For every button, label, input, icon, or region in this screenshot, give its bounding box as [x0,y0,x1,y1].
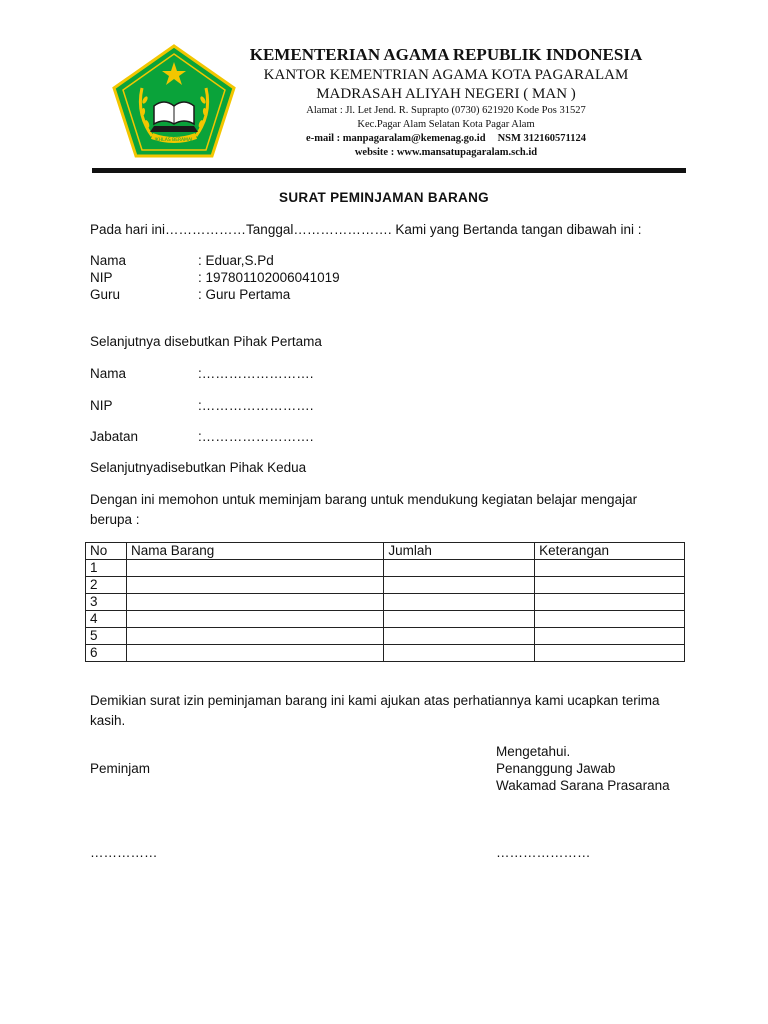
borrower-signature-line: …………… [90,845,158,860]
table-row [86,645,685,662]
row-keterangan [535,611,685,628]
intro-text: Pada hari ini………………Tanggal…………………. Kami yang Bertanda tangan dibawah ini : [90,222,642,237]
second-party-nip-value: :……………………. [198,398,314,413]
first-party-guru-value: : Guru Pertama [198,287,291,302]
responsible-label: Penanggung Jawab [496,761,616,776]
row-jumlah [384,645,535,662]
row-keterangan [535,645,685,662]
row-no: 4 [86,611,127,628]
school-website: website : www.mansatupagaralam.sch.id [354,147,538,158]
position-label: Wakamad Sarana Prasarana [496,778,670,793]
school-district: Kec.Pagar Alam Selatan Kota Pagar Alam [357,119,535,130]
second-party-note: Selanjutnyadisebutkan Pihak Kedua [90,460,307,475]
ministry-name: KEMENTERIAN AGAMA REPUBLIK INDONESIA [249,45,643,64]
row-no: 3 [86,594,127,611]
table-row [86,577,685,594]
school-address: Alamat : Jl. Let Jend. R. Suprapto (0730) 621920 Kode Pos 31527 [306,105,586,116]
row-jumlah [384,594,535,611]
items-table [85,542,685,662]
row-nama-barang [126,645,383,662]
school-name: MADRASAH ALIYAH NEGERI ( MAN ) [316,86,576,102]
row-nama-barang [126,611,383,628]
closing-line-1: Demikian surat izin peminjaman barang ini kami ajukan atas perhatiannya kami ucapkan terima [90,693,660,708]
letterhead [236,44,656,160]
row-nama-barang [126,628,383,645]
row-jumlah [384,560,535,577]
row-no: 1 [86,560,127,577]
row-no: 2 [86,577,127,594]
first-party-nip-value: : 197801102006041019 [198,270,340,285]
school-email: e-mail : manpagaralam@kemenag.go.id [306,133,486,144]
header-keterangan: Keterangan [535,543,685,560]
first-party-guru-label: Guru [90,287,121,302]
table-row [86,560,685,577]
second-party-jabatan-label: Jabatan [90,429,139,444]
table-row [86,611,685,628]
row-nama-barang [126,560,383,577]
kemenag-logo [112,44,236,158]
school-nsm: NSM 312160571124 [497,133,586,144]
responsible-signature-line: ………………… [496,845,591,860]
office-name: KANTOR KEMENTRIAN AGAMA KOTA PAGARALAM [263,67,629,83]
row-jumlah [384,628,535,645]
table-row [86,628,685,645]
request-line-2: berupa : [90,512,140,527]
row-jumlah [384,577,535,594]
request-line-1: Dengan ini memohon untuk meminjam barang untuk mendukung kegiatan belajar mengajar [90,492,638,507]
first-party-note: Selanjutnya disebutkan Pihak Pertama [90,334,322,349]
second-party-nip-label: NIP [90,398,113,413]
header-divider [92,168,686,173]
first-party-name-label: Nama [90,253,127,268]
first-party-name-value: : Eduar,S.Pd [198,253,274,268]
row-keterangan [535,560,685,577]
table-row [86,594,685,611]
emblem-icon [112,44,236,158]
row-keterangan [535,594,685,611]
row-keterangan [535,628,685,645]
row-no: 5 [86,628,127,645]
row-keterangan [535,577,685,594]
row-jumlah [384,611,535,628]
header-jumlah: Jumlah [384,543,535,560]
second-party-jabatan-value: :……………………. [198,429,314,444]
second-party-name-label: Nama [90,366,127,381]
second-party-name-value: :……………………. [198,366,314,381]
logo-motto: IKHLAS BERAMAL [154,138,194,143]
first-party-nip-label: NIP [90,270,113,285]
table-header-row [86,543,685,560]
header-nama-barang: Nama Barang [126,543,383,560]
row-no: 6 [86,645,127,662]
closing-line-2: kasih. [90,713,126,728]
row-nama-barang [126,577,383,594]
row-nama-barang [126,594,383,611]
header-no: No [86,543,127,560]
acknowledge-label: Mengetahui. [496,744,571,759]
letter-title: SURAT PEMINJAMAN BARANG [279,190,489,205]
contact-line [236,132,656,146]
borrower-label: Peminjam [90,761,151,776]
